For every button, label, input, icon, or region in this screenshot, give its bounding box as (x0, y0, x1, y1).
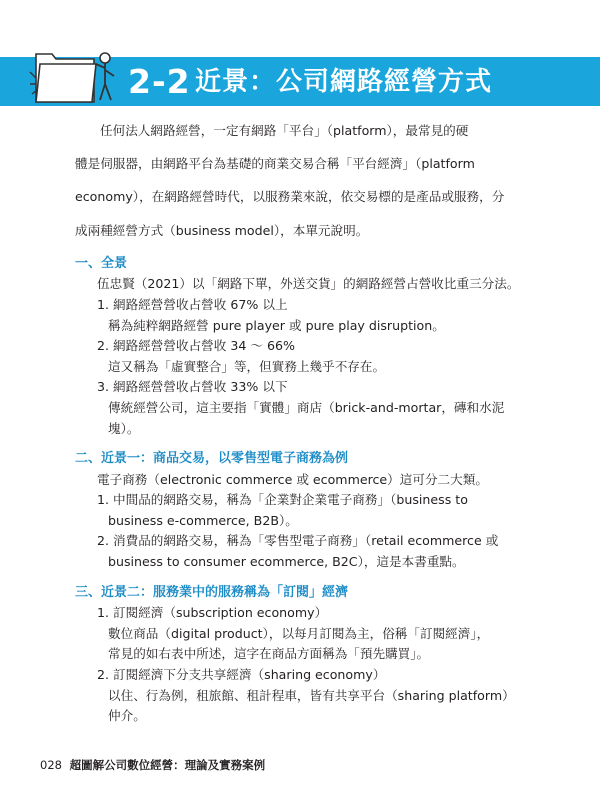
section-2-heading: 二、近景一：商品交易，以零售型電子商務為例 (75, 451, 349, 467)
intro-line-3: economy），在網路經營時代，以服務業來說，依交易標的是產品或服務，分 (75, 189, 505, 205)
section-2-lead: 電子商務（electronic commerce 或 ecommerce）這可分二大類。 (97, 471, 488, 487)
section-3-item-1-desc-2: 常見的如右表中所述，這字在商品方面稱為「預先購買」。 (108, 646, 430, 662)
folder-with-stick-figure-icon (22, 44, 122, 108)
section-2-item-2-line-2: business to consumer ecommerce, B2C），這是本書重點。 (108, 554, 465, 570)
section-2-item-2-line-1: 2. 消費品的網路交易，稱為「零售型電子商務」（retail ecommerce 或 (97, 533, 499, 549)
section-3-item-2-title: 2. 訂閱經濟下分支共享經濟（sharing economy） (97, 667, 386, 683)
section-3-item-1-desc-1: 數位商品（digital product），以每月訂閱為主，俗稱「訂閱經濟」， (108, 625, 490, 641)
page-number: 028 (40, 758, 62, 772)
section-3-item-2-desc-2: 仲介。 (108, 708, 146, 724)
intro-line-4: 成兩種經營方式（business model），本單元說明。 (75, 222, 369, 238)
section-1-item-1-desc: 稱為純粹網路經營 pure player 或 pure play disruption。 (108, 317, 445, 333)
section-2-item-1-line-2: business e-commerce, B2B）。 (108, 512, 298, 528)
intro-line-2: 體是伺服器，由網路平台為基礎的商業交易合稱「平台經濟」（platform (75, 156, 475, 172)
section-3-heading: 三、近景二：服務業中的服務稱為「訂閱」經濟 (75, 584, 349, 600)
section-1-item-3-desc-1: 傳統經營公司，這主要指「實體」商店（brick-and-mortar，磚和水泥 (108, 399, 505, 415)
chapter-number: 2-2 (128, 62, 191, 101)
section-2-item-1-line-1: 1. 中間品的網路交易，稱為「企業對企業電子商務」（business to (97, 492, 468, 508)
section-1-item-2-title: 2. 網路經營營收占營收 34 ～ 66% (97, 338, 295, 354)
section-3-item-1-title: 1. 訂閱經濟（subscription economy） (97, 605, 328, 621)
section-1-heading: 一、全景 (75, 255, 128, 271)
chapter-title: 近景：公司網路經營方式 (195, 67, 493, 97)
main-content (75, 121, 535, 727)
section-1-item-2-desc: 這又稱為「虛實整合」等，但實務上幾乎不存在。 (108, 358, 386, 374)
page-footer (40, 757, 265, 773)
section-1-item-1-title: 1. 網路經營營收占營收 67% 以上 (97, 296, 288, 312)
section-1-item-3-title: 3. 網路經營營收占營收 33% 以下 (97, 379, 288, 395)
intro-line-1: 任何法人網路經營，一定有網路「平台」（platform），最常見的硬 (100, 123, 469, 138)
section-1-lead: 伍忠賢（2021）以「網路下單，外送交貨」的網路經營占營收比重三分法。 (97, 276, 520, 292)
book-title: 超圖解公司數位經營：理論及實務案例 (69, 758, 266, 772)
section-3-item-2-desc-1: 以住、行為例，租旅館、租計程車，皆有共享平台（sharing platform） (108, 687, 515, 703)
section-1-item-3-desc-2: 塊）。 (108, 420, 140, 436)
